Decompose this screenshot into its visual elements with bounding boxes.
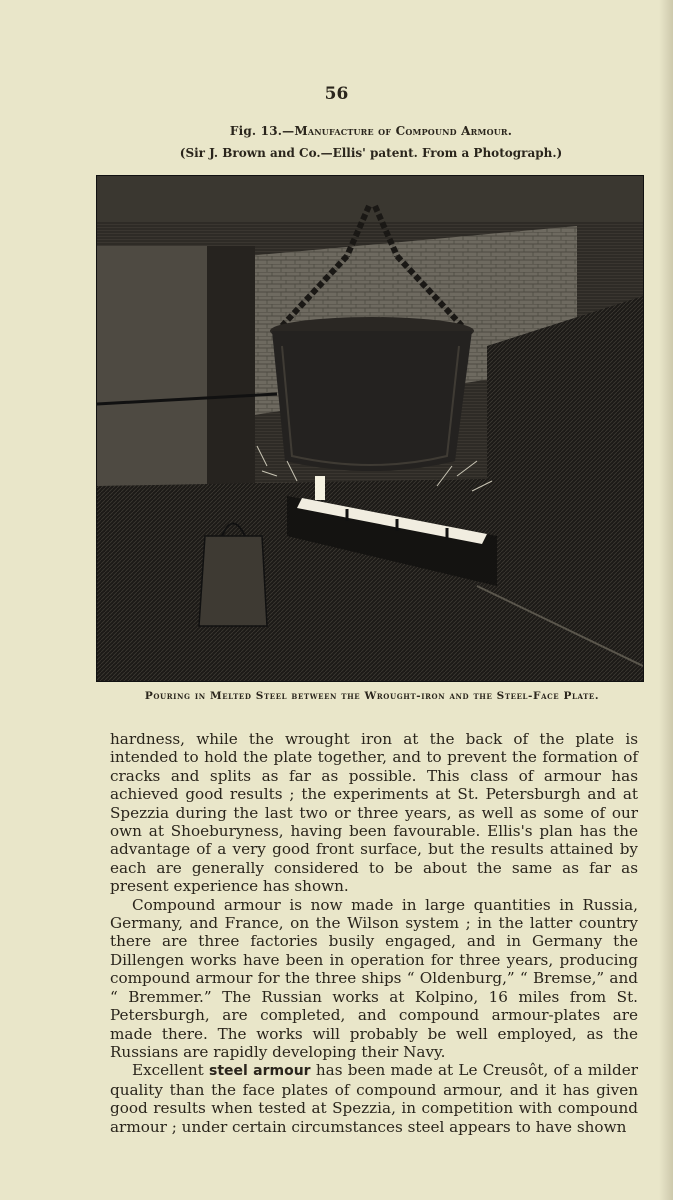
figure-subtitle: (Sir J. Brown and Co.—Ellis' patent. From a Photograph.) <box>179 146 563 160</box>
engraving-illustration <box>96 175 644 682</box>
left-wall <box>97 246 217 496</box>
paragraph-3-rest: has been made at Le Creusôt, of a milder quality than the face plates of compound armour, and it has given good results when tested at Spezzia, in competition with compound armour ; under certain circumstances steel appears to have shown <box>110 1061 639 1136</box>
paragraph-3-start: Excellent <box>132 1061 210 1080</box>
molten-pour <box>315 476 325 500</box>
ladle-body <box>272 331 472 471</box>
roof-beam <box>97 176 643 222</box>
page-number: 56 <box>324 84 349 104</box>
engraving-image <box>97 176 643 681</box>
bucket <box>199 536 267 626</box>
figure-title-text: Manufacture of Compound Armour. <box>294 124 513 138</box>
body-text <box>110 730 638 1136</box>
floor <box>97 476 643 681</box>
paragraph-3 <box>110 1061 638 1136</box>
page-gutter-shadow <box>659 0 673 1200</box>
paragraph-1: hardness, while the wrought iron at the back of the plate is intended to hold the plate together, and to prevent the formation of cracks and splits as far as possible. This class of armour has achieved good results ; the experiments at St. Petersburgh and at Spezzia during the last two or three years, as well as some of our own at Shoeburyness, having been favourable. Ellis's plan has the advantage of a very good front surface, but the results attained by each are generally considered to be about the same as far as present experience has shown. <box>110 730 638 896</box>
pillar <box>207 246 255 516</box>
figure-caption: Pouring in Melted Steel between the Wrought-iron and the Steel-Face Plate. <box>144 690 600 702</box>
figure-title <box>0 124 673 138</box>
steel-armour-term: steel armour <box>209 1063 311 1080</box>
paragraph-2: Compound armour is now made in large quantities in Russia, Germany, and France, on the Wilson system ; in the latter country there are three factories busily engaged, and in Germany the Dillengen works have been in operation for three years, producing compound armour for the three ships “ Oldenburg,” “ Bremse,” and “ Bremmer.” The Russian works at Kolpino, 16 miles from St. Petersburgh, are completed, and compound armour-plates are made there. The works will probably be well employed, as the Russians are rapidly developing their Navy. <box>110 895 638 1061</box>
figure-number: Fig. 13.— <box>229 124 295 138</box>
